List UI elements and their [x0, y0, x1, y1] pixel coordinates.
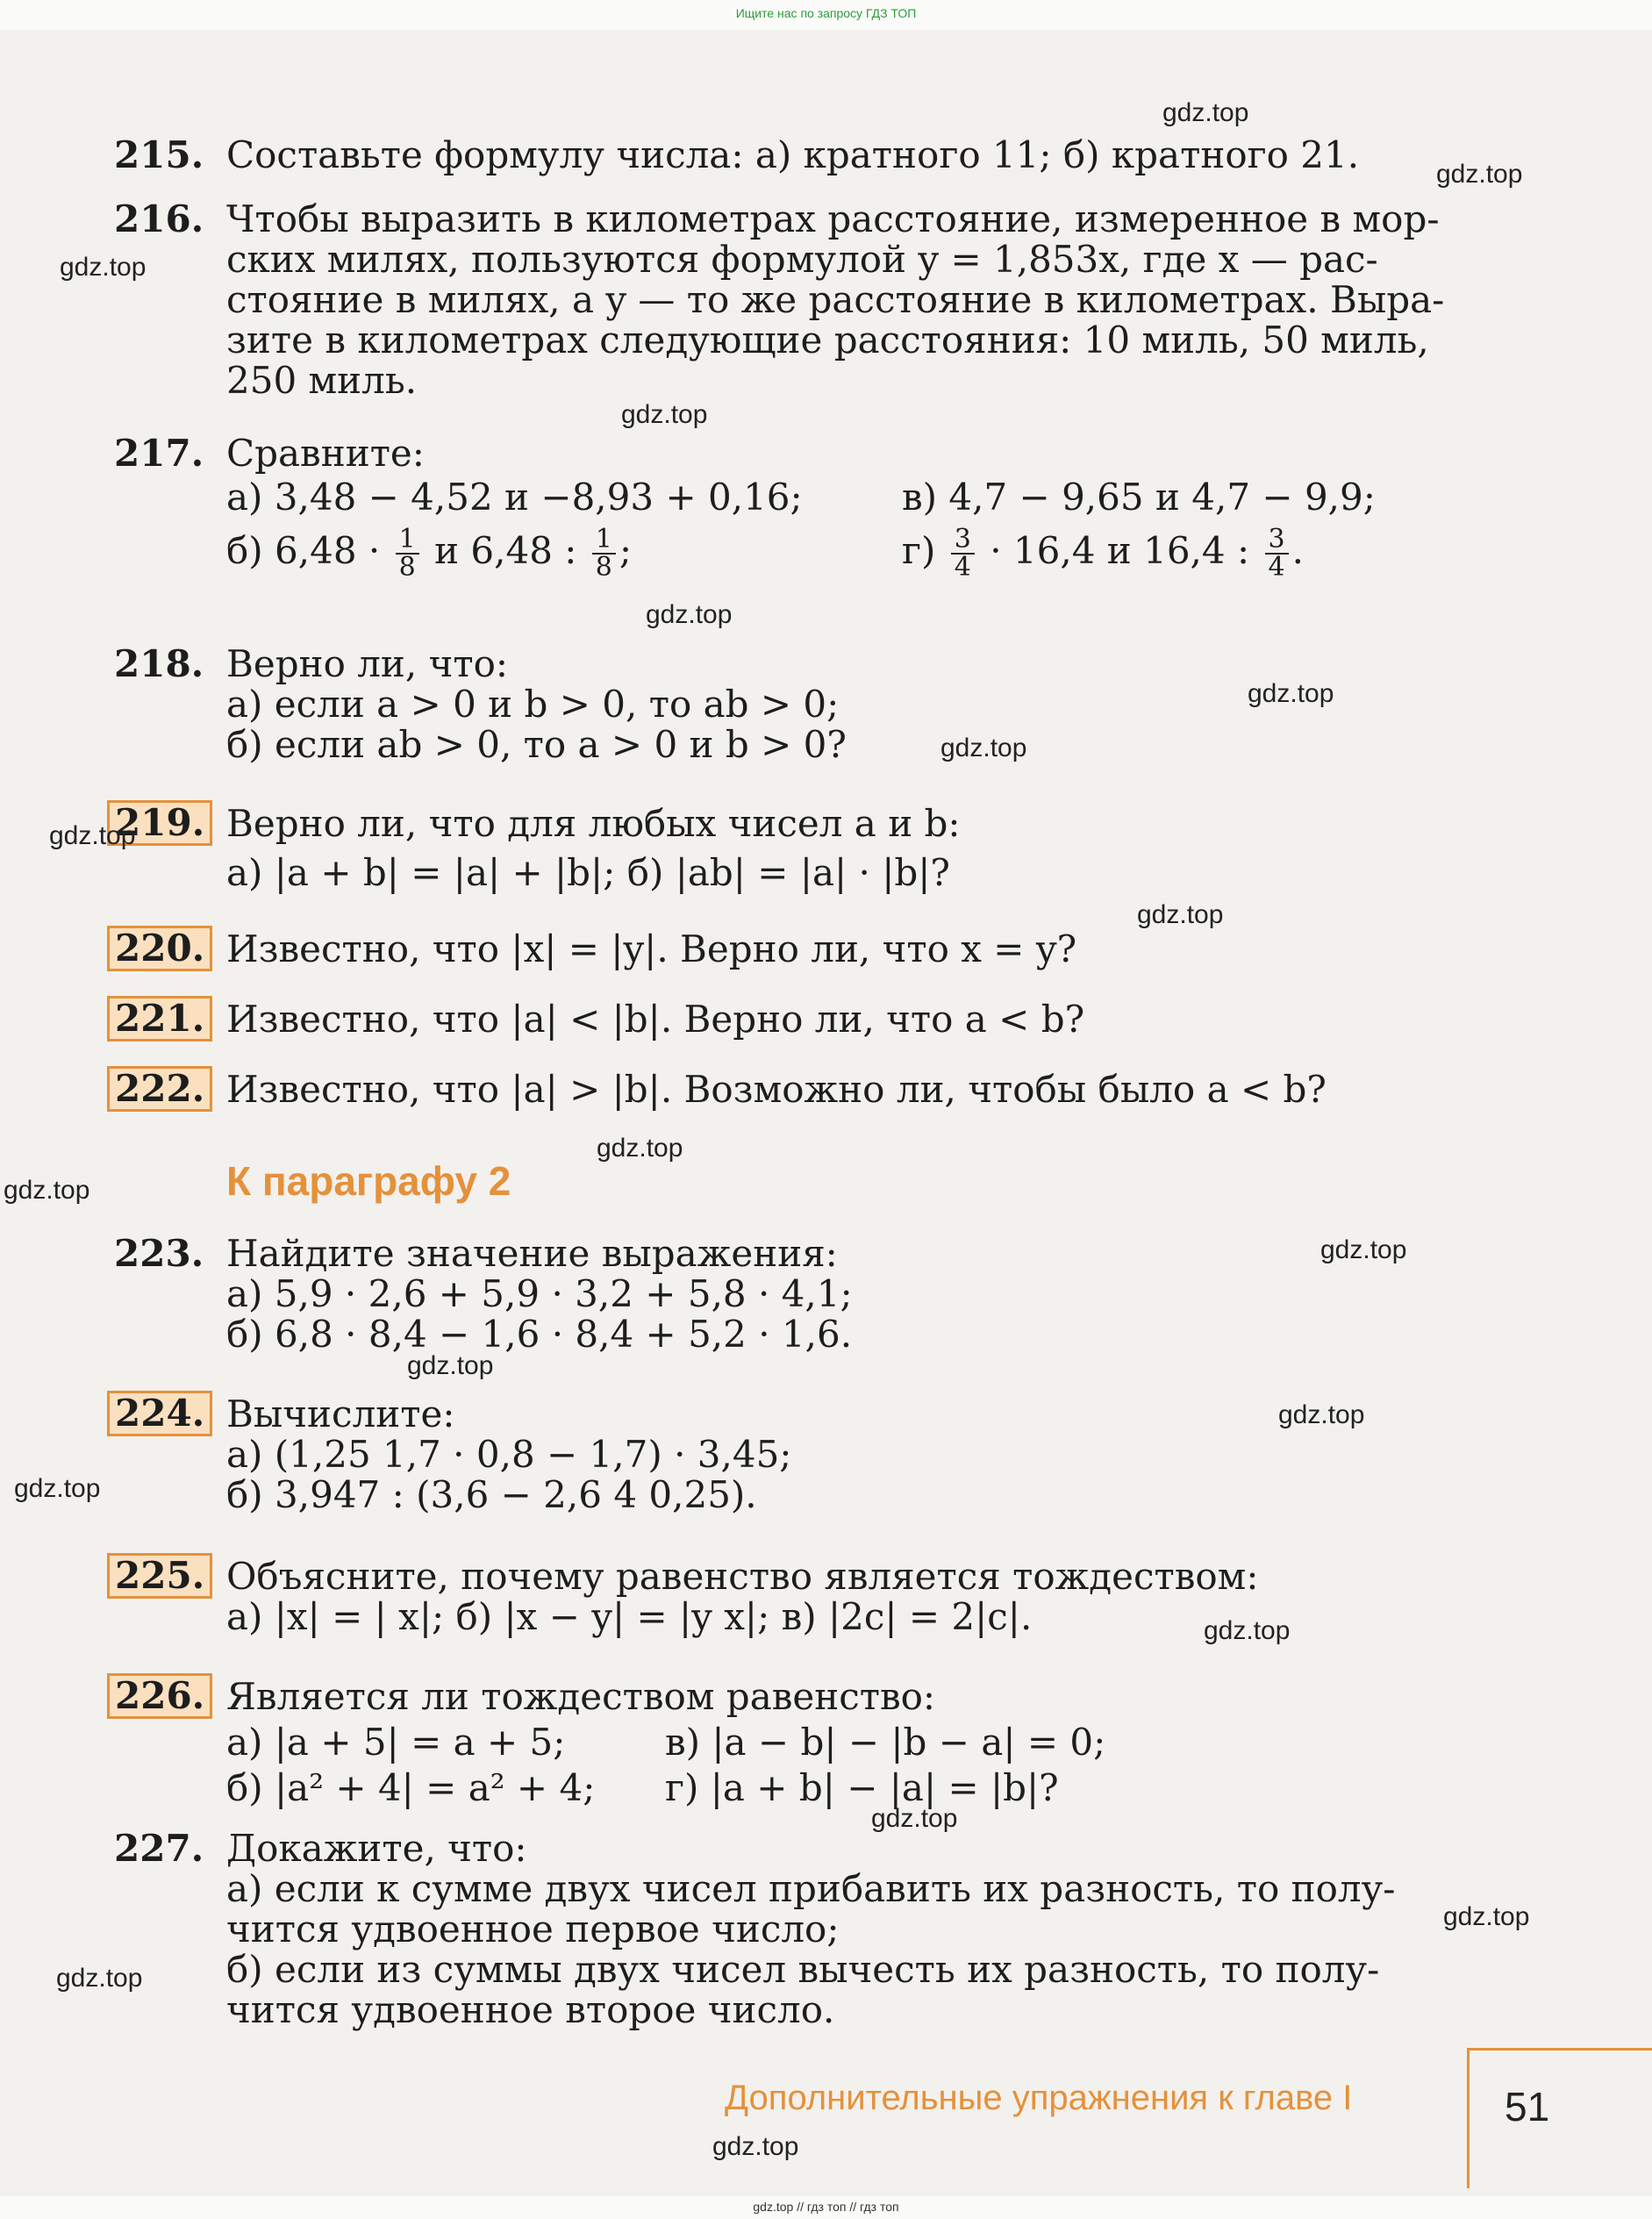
exercise-224 [114, 1394, 1483, 1515]
exercise-text: чится удвоенное второе число. [226, 1988, 835, 2031]
exercise-text: зите в километрах следующие расстояния: 10 миль, 50 миль, [226, 319, 1429, 361]
watermark: gdz.top [1443, 1902, 1530, 1931]
exercise-text: стояние в милях, а y — то же расстояние в километрах. Выра- [226, 278, 1445, 321]
watermark: gdz.top [14, 1474, 101, 1503]
exercise-text: Докажите, что: [226, 1827, 527, 1870]
watermark: gdz.top [1436, 160, 1523, 189]
exercise-text: а) |a + b| = |a| + |b|; б) |ab| = |a| · |b|? [226, 851, 950, 894]
exercise-text: б) 3,947 : (3,6 − 2,6 4 0,25). [226, 1473, 757, 1516]
fraction: $\frac{3}{4}$ [1265, 526, 1289, 581]
watermark: gdz.top [4, 1176, 90, 1205]
exercise-text: б) если ab > 0, то a > 0 и b > 0? [226, 723, 847, 766]
exercise-number: 221. [107, 996, 212, 1041]
exercise-text: а) 5,9 · 2,6 + 5,9 · 3,2 + 5,8 · 4,1; [226, 1272, 853, 1315]
footer-divider [1467, 2048, 1470, 2188]
exercise-number: 224. [107, 1391, 212, 1436]
exercise-text: а) если к сумме двух чисел прибавить их разность, то полу- [226, 1867, 1396, 1910]
exercise-text: Сравните: [226, 432, 425, 475]
exercise-220 [114, 929, 1483, 970]
watermark: gdz.top [621, 400, 708, 429]
watermark: gdz.top [407, 1351, 494, 1380]
watermark: gdz.top [49, 821, 136, 850]
exercise-number: 217. [114, 432, 204, 475]
exercise-215 [114, 135, 1483, 175]
watermark: gdz.top [60, 253, 147, 282]
exercise-text: 250 миль. [226, 359, 418, 402]
exercise-text: б) 6,8 · 8,4 − 1,6 · 8,4 + 5,2 · 1,6. [226, 1313, 853, 1356]
exercise-number: 215. [114, 133, 204, 176]
exercise-item: в) |a − b| − |b − a| = 0; [665, 1721, 1106, 1764]
exercise-item: б) |a² + 4| = a² + 4; [226, 1766, 596, 1809]
exercise-number: 216. [114, 197, 204, 240]
watermark: gdz.top [1278, 1400, 1365, 1429]
exercise-222 [114, 1067, 1483, 1111]
watermark: gdz.top [1162, 98, 1249, 127]
exercise-text: Известно, что |a| < |b|. Верно ли, что a < b? [226, 998, 1085, 1041]
exercise-item: в) 4,7 − 9,65 и 4,7 − 9,9; [902, 476, 1376, 519]
exercise-221 [114, 999, 1483, 1040]
exercise-item: а) |a + 5| = a + 5; [226, 1721, 566, 1764]
footer-divider [1467, 2048, 1652, 2051]
exercise-226 [114, 1674, 1483, 1809]
watermark: gdz.top [646, 600, 733, 629]
footer-chapter-title: Дополнительные упражнения к главе I [725, 2079, 1353, 2117]
exercise-216 [114, 199, 1483, 401]
watermark: gdz.top [940, 734, 1027, 762]
exercise-number: 218. [114, 642, 204, 685]
exercise-number: 219. [107, 800, 212, 846]
exercise-text: Объясните, почему равенство является тождеством: [226, 1555, 1259, 1598]
exercise-text: Чтобы выразить в километрах расстояние, измеренное в мор- [226, 197, 1440, 240]
exercise-text: Составьте формулу числа: а) кратного 11; б) кратного 21. [226, 133, 1360, 176]
exercise-223 [114, 1234, 1483, 1355]
exercise-number: 227. [114, 1827, 204, 1870]
watermark: gdz.top [597, 1134, 683, 1163]
exercise-text: Верно ли, что для любых чисел a и b: [226, 802, 961, 845]
watermark: gdz.top [871, 1804, 958, 1833]
section-title: К параграфу 2 [226, 1158, 511, 1204]
exercise-item: г) |a + b| − |a| = |b|? [665, 1766, 1059, 1809]
watermark: gdz.top [1320, 1235, 1407, 1264]
exercise-text: чится удвоенное первое число; [226, 1908, 840, 1951]
exercise-number: 226. [107, 1673, 212, 1719]
exercise-text: Верно ли, что: [226, 642, 509, 685]
exercise-number: 223. [114, 1232, 204, 1275]
exercise-text: ских милях, пользуются формулой y = 1,853x, где x — рас- [226, 238, 1378, 281]
watermark: gdz.top [56, 1964, 143, 1993]
exercise-text: а) |x| = | x|; б) |x − y| = |y x|; в) |2c| = 2|c|. [226, 1595, 1033, 1638]
textbook-page [0, 30, 1652, 2219]
exercise-219 [114, 801, 1483, 894]
exercise-text: Найдите значение выражения: [226, 1232, 838, 1275]
exercise-text: Является ли тождеством равенство: [226, 1675, 936, 1718]
exercise-item: а) 3,48 − 4,52 и −8,93 + 0,16; [226, 476, 803, 519]
exercise-text: а) если a > 0 и b > 0, то ab > 0; [226, 683, 840, 726]
exercise-text: б) если из суммы двух чисел вычесть их разность, то полу- [226, 1948, 1380, 1991]
exercise-number: 225. [107, 1553, 212, 1599]
fraction: $\frac{3}{4}$ [951, 526, 975, 581]
exercise-item: б) 6,48 · $\frac{1}{8}$ и 6,48 : $\frac{1}{8}$ ; [226, 524, 633, 583]
exercise-number: 222. [107, 1066, 212, 1112]
watermark: gdz.top [1248, 679, 1334, 708]
exercise-text: а) (1,25 1,7 · 0,8 − 1,7) · 3,45; [226, 1433, 792, 1476]
watermark: gdz.top [1204, 1616, 1291, 1645]
page-number: 51 [1505, 2084, 1550, 2130]
watermark: gdz.top [1137, 900, 1224, 929]
fraction: $\frac{1}{8}$ [396, 526, 419, 581]
exercise-text: Вычислите: [226, 1392, 455, 1435]
watermark: gdz.top [712, 2132, 799, 2161]
exercise-217 [114, 433, 1483, 581]
exercise-text: Известно, что |x| = |y|. Верно ли, что x = y? [226, 927, 1077, 970]
exercise-number: 220. [107, 926, 212, 971]
fraction: $\frac{1}{8}$ [592, 526, 616, 581]
exercise-text: Известно, что |a| > |b|. Возможно ли, чтобы было a < b? [226, 1068, 1327, 1111]
bottom-watermark-bar: gdz.top // гдз топ // гдз топ [0, 2196, 1652, 2219]
exercise-227 [114, 1829, 1483, 2030]
exercise-item: г) $\frac{3}{4}$ · 16,4 и 16,4 : $\frac{3}{4}$ . [902, 524, 1304, 583]
top-watermark-bar: Ищите нас по запросу ГДЗ ТОП [0, 0, 1652, 30]
